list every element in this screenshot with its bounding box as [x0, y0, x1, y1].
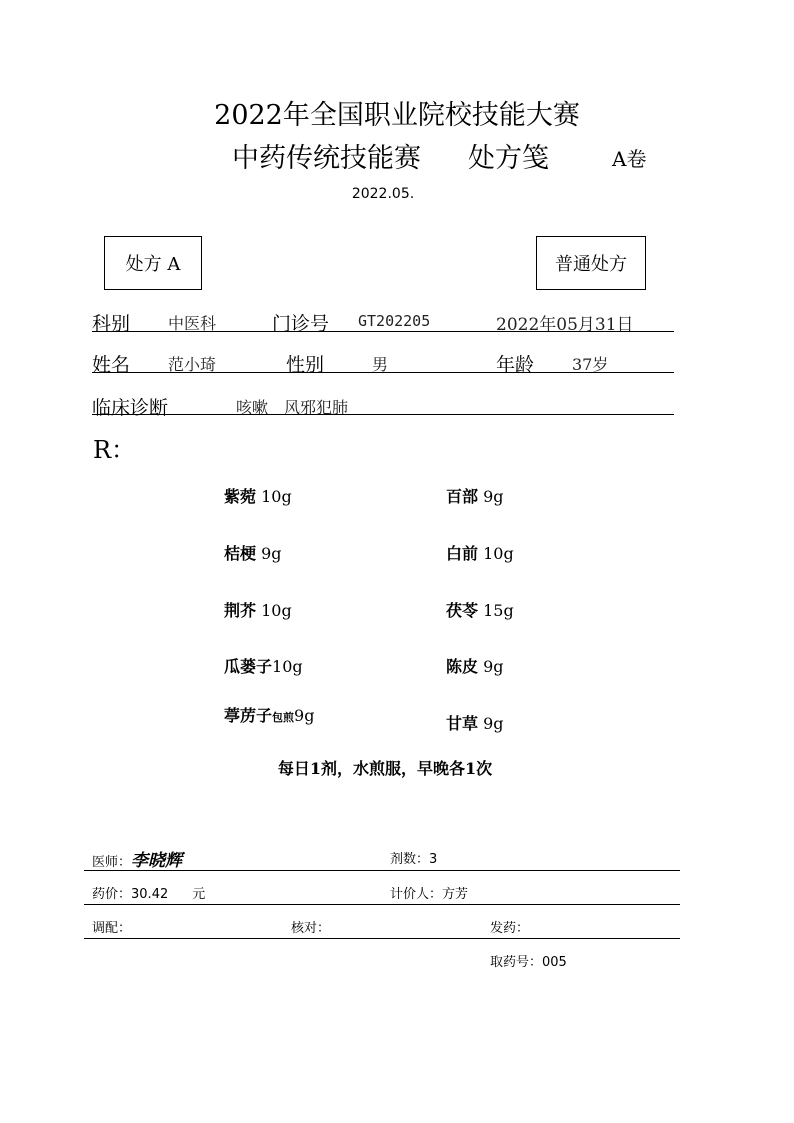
herb-item: [446, 654, 504, 677]
herb-item: [446, 598, 514, 621]
prescription-label: 处方 A: [125, 254, 181, 275]
dispense-label: 调配：: [92, 921, 132, 936]
dept-label: 科别: [92, 313, 131, 335]
price-value: 30.42: [131, 887, 169, 902]
pricer-value: 方芳: [442, 887, 469, 902]
diagnosis-label: 临床诊断: [92, 397, 169, 419]
herb-name: 甘草: [446, 714, 479, 733]
herb-item: [224, 598, 292, 621]
doctor-signature: 李晓辉: [131, 851, 183, 871]
name-value: 范小琦: [168, 355, 217, 374]
price-unit: 元: [192, 887, 206, 902]
rx-symbol: R：: [93, 436, 136, 464]
herb-dose: 15g: [483, 601, 514, 620]
herb-name: 荆芥: [224, 601, 257, 620]
price-label: 药价：: [92, 887, 132, 902]
herb-name: 白前: [446, 544, 479, 563]
doctor-field: [92, 846, 182, 871]
herb-dose: 10g: [272, 657, 303, 676]
paper-label: A卷: [612, 147, 647, 171]
herb-name: 紫菀: [224, 487, 257, 506]
herb-name: 葶苈子: [224, 706, 273, 725]
clinic-number-label: 门诊号: [272, 313, 330, 335]
price-field: [92, 883, 205, 902]
age-value: 37岁: [572, 355, 609, 374]
check-label: 核对：: [291, 921, 331, 936]
competition-subtitle: 中药传统技能赛: [232, 143, 421, 174]
herb-item: [224, 654, 303, 677]
herb-dose: 9g: [261, 544, 282, 563]
herb-dose: 10g: [261, 601, 292, 620]
herb-dose: 10g: [261, 487, 292, 506]
prescription-form-title: 处方笺: [468, 143, 549, 174]
age-label: 年龄: [496, 354, 535, 376]
prescription-type: 普通处方: [555, 254, 627, 275]
doses-label: 剂数：: [390, 852, 430, 867]
visit-date: 2022年05月31日: [496, 315, 634, 335]
sex-value: 男: [372, 355, 389, 374]
prescription-label-box: [104, 236, 202, 290]
pricer-field: [390, 883, 468, 902]
herb-item: [446, 541, 514, 564]
herb-dose: 9g: [483, 657, 504, 676]
sex-label: 性别: [286, 354, 325, 376]
herb-name: 茯苓: [446, 601, 479, 620]
herb-item: [224, 484, 292, 507]
doses-field: [390, 848, 437, 867]
row-underline: [92, 331, 674, 332]
form-date: 2022.05.: [351, 186, 415, 202]
herb-name: 百部: [446, 487, 479, 506]
herb-dose: 9g: [294, 706, 315, 725]
issue-label: 发药：: [490, 921, 530, 936]
herb-item: [224, 703, 314, 726]
herb-item: [446, 711, 504, 734]
herb-dose: 9g: [483, 714, 504, 733]
footer-divider: [84, 938, 680, 939]
doses-value: 3: [429, 852, 438, 867]
footer-divider: [84, 870, 680, 871]
herb-item: [224, 541, 282, 564]
pricer-label: 计价人：: [390, 887, 443, 902]
diagnosis-value: 咳嗽 风邪犯肺: [236, 398, 349, 417]
usage-instructions: 每日1剂，水煎服，早晚各1次: [277, 759, 493, 778]
dept-value: 中医科: [168, 314, 217, 333]
page-title: 2022年全国职业院校技能大赛: [214, 100, 580, 131]
row-underline: [92, 414, 674, 415]
herb-name: 桔梗: [224, 544, 257, 563]
herb-name: 瓜蒌子: [224, 657, 273, 676]
footer-divider: [84, 904, 680, 905]
doctor-label: 医师：: [92, 855, 132, 870]
herb-note: 包煎: [272, 711, 295, 724]
herb-item: [446, 484, 504, 507]
herb-dose: 10g: [483, 544, 514, 563]
row-underline: [92, 372, 674, 373]
name-label: 姓名: [92, 354, 131, 376]
pickup-number-field: [490, 951, 567, 970]
clinic-number-value: GT202205: [358, 312, 431, 330]
pickup-label: 取药号：: [490, 955, 543, 970]
herb-dose: 9g: [483, 487, 504, 506]
herb-name: 陈皮: [446, 657, 479, 676]
pickup-value: 005: [542, 955, 567, 970]
prescription-type-box: [536, 236, 646, 290]
